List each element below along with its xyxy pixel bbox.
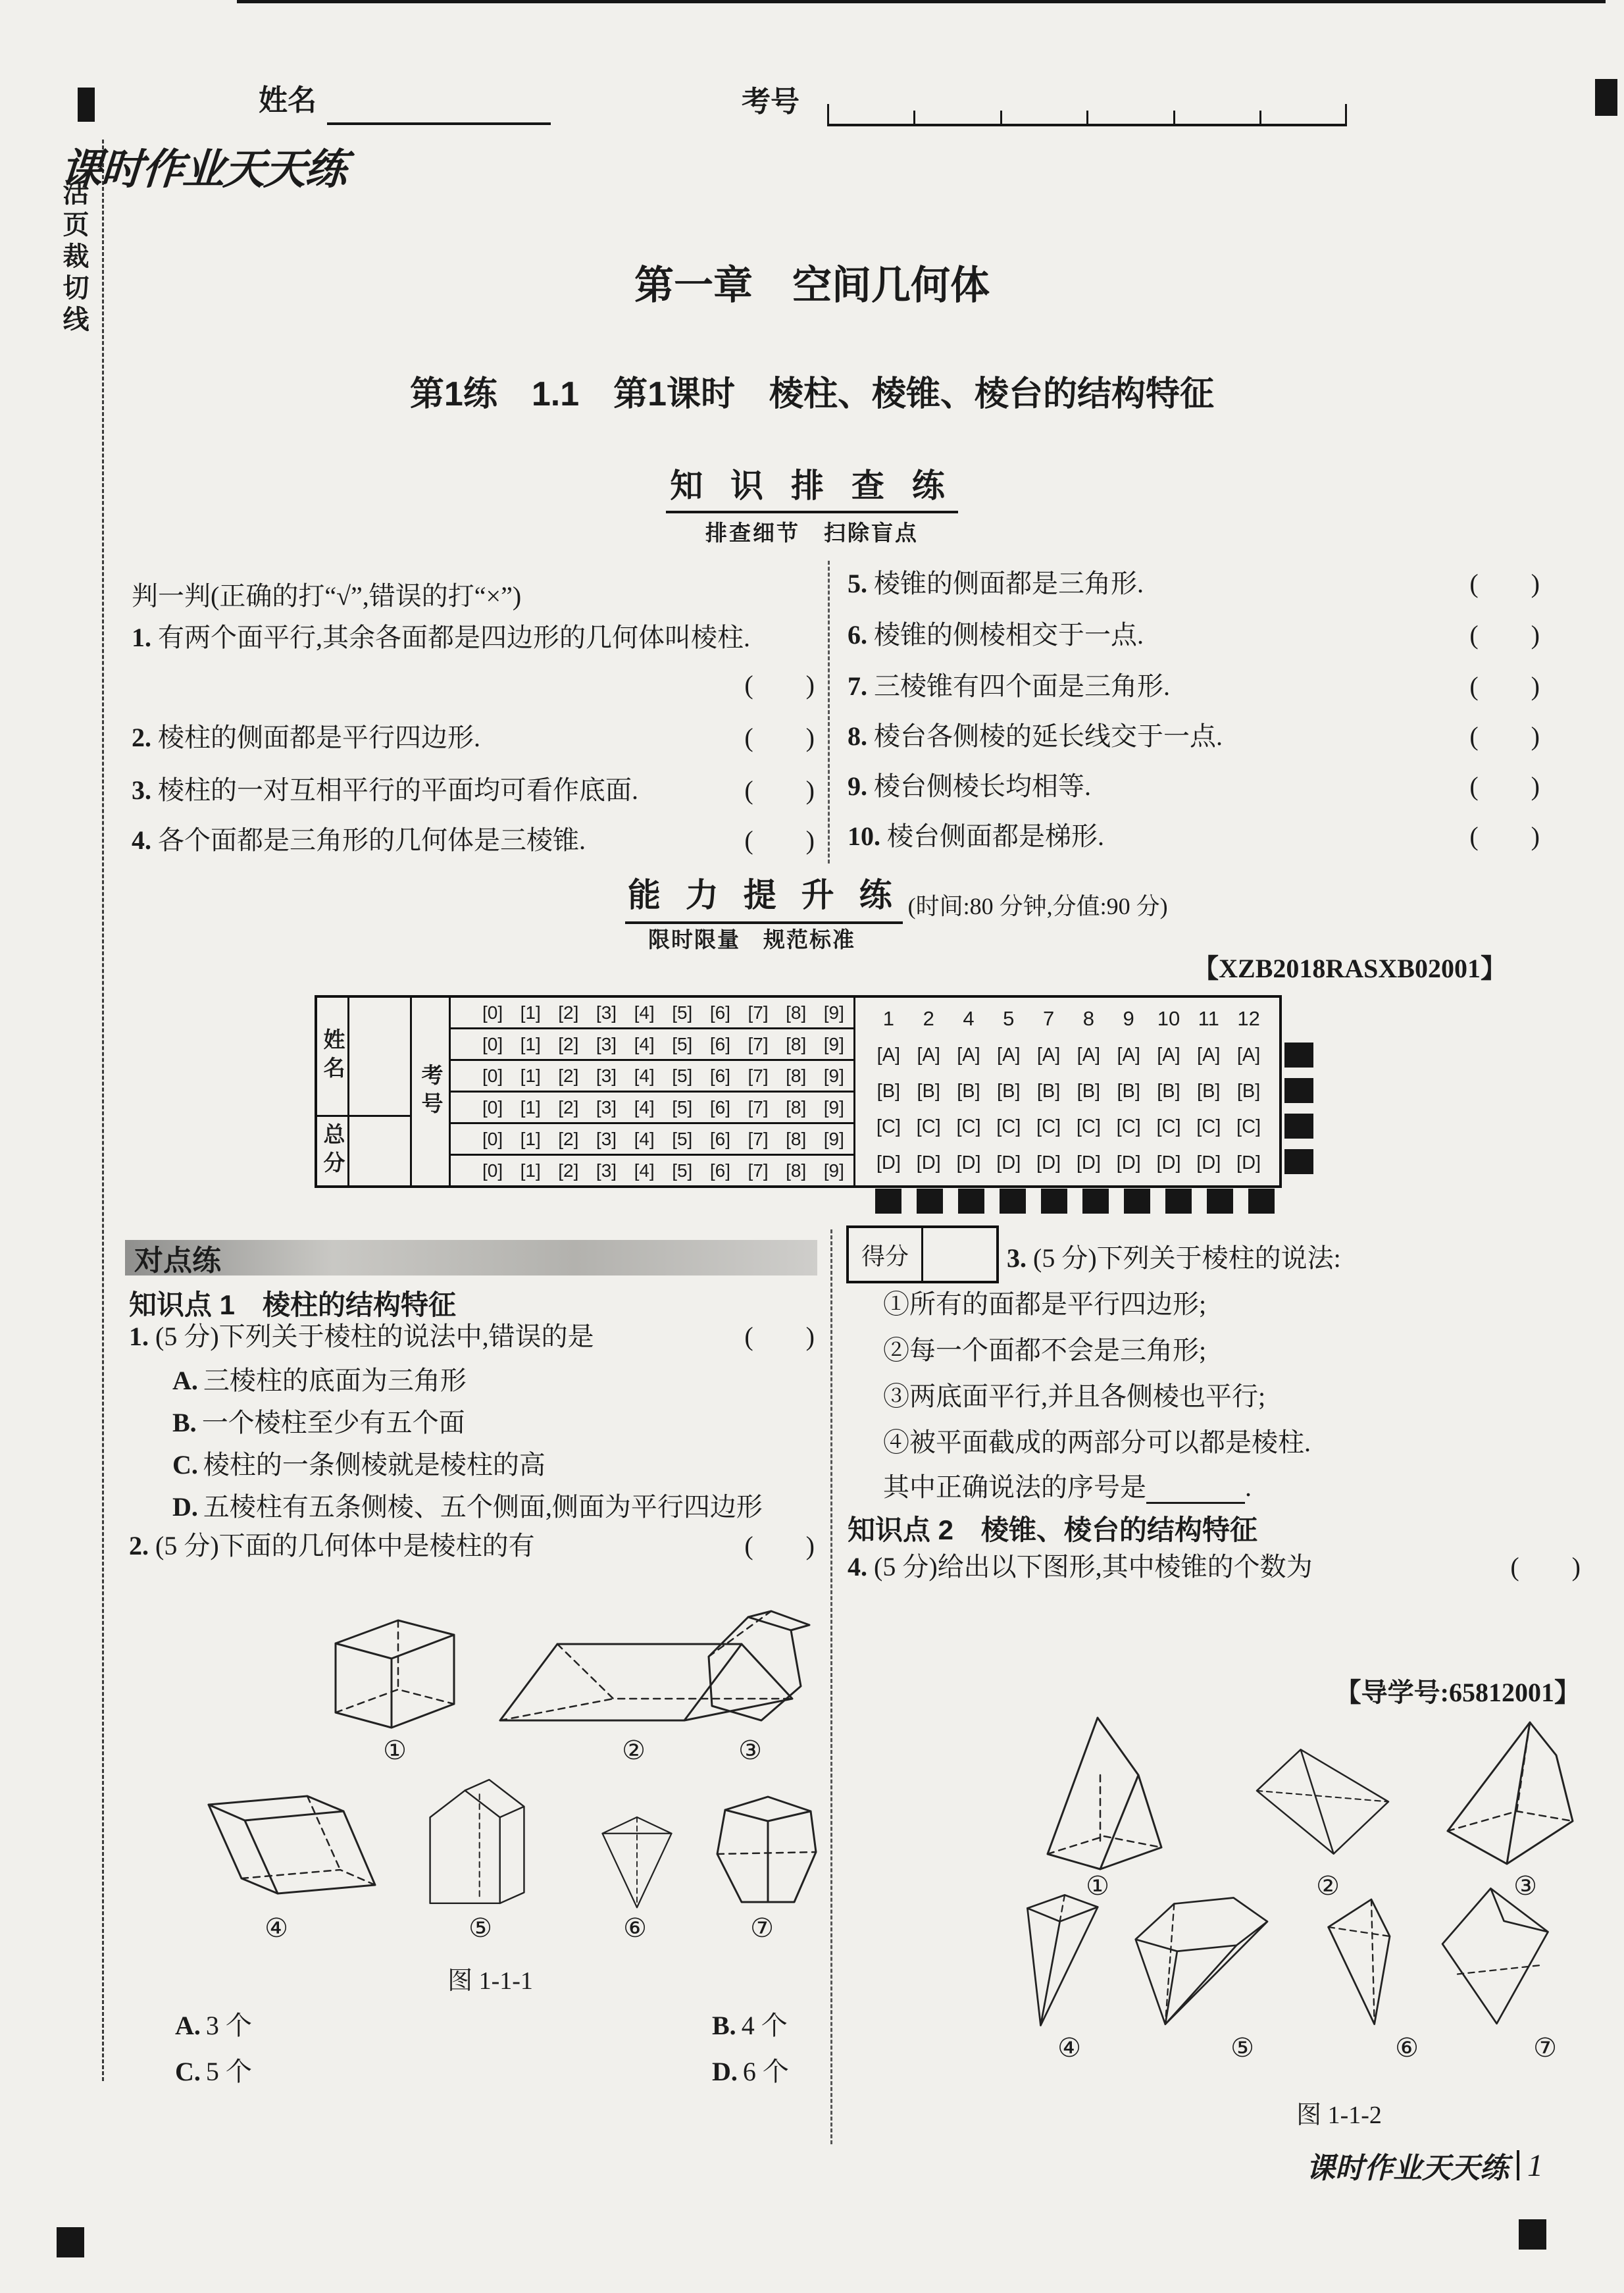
letter-bubble[interactable]: [C] (1236, 1116, 1261, 1138)
fig2-label-4: ④ (1057, 2033, 1081, 2063)
tf-item-1 (132, 621, 815, 654)
digit-bubble[interactable]: [9] (823, 1033, 844, 1054)
item-number: 5. (848, 569, 867, 598)
item-number: 7. (848, 671, 867, 701)
pyramid-figure-4 (1019, 1890, 1111, 2028)
letter-bubble[interactable]: [D] (1156, 1152, 1181, 1174)
fig1-label-5: ⑤ (469, 1913, 492, 1943)
card-write-column[interactable] (349, 998, 412, 1185)
tf-item-8 (848, 720, 1540, 753)
item-number: 6. (848, 620, 867, 650)
digit-bubble[interactable]: [7] (748, 1160, 769, 1181)
answer-paren: ( ) (744, 670, 815, 700)
question-number-row (869, 1000, 1269, 1037)
digit-bubble[interactable]: [1] (520, 1160, 541, 1181)
q1-option-d: D. 五棱柱有五条侧棱、五个侧面,侧面为平行四边形 (172, 1492, 763, 1522)
letter-bubble[interactable]: [C] (916, 1116, 941, 1138)
fig1-label-3: ③ (738, 1736, 762, 1765)
exam-number-label: 考号 (742, 86, 799, 118)
prism-figure-1-cuboid (329, 1614, 461, 1736)
item-text: 各个面都是三角形的几何体是三棱锥. (158, 825, 586, 855)
digit-bubble[interactable]: [9] (823, 1160, 844, 1181)
q2-option-c: C. 5 个 (175, 2057, 252, 2086)
digit-bubble[interactable]: [5] (672, 1002, 693, 1023)
digit-bubble[interactable]: [0] (482, 1065, 503, 1086)
letter-section (853, 998, 1279, 1185)
cut-dashed-line (102, 140, 104, 2081)
question-1 (129, 1320, 815, 1353)
letter-bubble[interactable]: [C] (1076, 1116, 1101, 1138)
tf-item-9 (848, 770, 1540, 803)
fig1-label-1: ① (383, 1736, 407, 1765)
pyramid-figure-3 (1438, 1706, 1583, 1867)
digit-bubble[interactable]: [5] (672, 1128, 693, 1149)
digit-bubble[interactable]: [6] (709, 1065, 730, 1086)
corner-mark-top-right (1595, 79, 1617, 116)
digit-bubble[interactable]: [7] (748, 1128, 769, 1149)
column-divider-bottom (830, 1229, 832, 2144)
letter-bubble[interactable]: [A] (1236, 1044, 1261, 1066)
fig1-caption: 图 1-1-1 (447, 1967, 533, 1995)
digit-bubble[interactable]: [2] (558, 1128, 579, 1149)
prism-figure-5-pentagonal (411, 1777, 543, 1909)
tf-item-5 (848, 567, 1540, 600)
letter-bubble[interactable]: [B] (1077, 1080, 1101, 1102)
question-number-header: 4 (963, 1007, 975, 1030)
letter-bubble[interactable]: [D] (1036, 1152, 1061, 1174)
tf-instruction: 判一判(正确的打“√”,错误的打“×”) (132, 581, 522, 611)
digit-bubble[interactable]: [4] (634, 1065, 655, 1086)
page-footer (1306, 2144, 1543, 2186)
paper-code: 【XZB2018RASXB02001】 (1192, 954, 1507, 983)
tf-item-2 (132, 721, 815, 754)
question-stem: (5 分)下面的几何体中是棱柱的有 (155, 1531, 535, 1560)
question-4 (848, 1551, 1581, 1584)
question-stem: (5 分)下列关于棱柱的说法中,错误的是 (155, 1322, 594, 1351)
digit-bubble[interactable]: [7] (748, 1096, 769, 1118)
question-3 (1007, 1237, 1341, 1275)
prism-figure-4-oblique (186, 1793, 376, 1901)
alignment-square (1000, 1189, 1026, 1214)
tf-item-3 (132, 774, 815, 807)
footer-page-number: 1 (1527, 2148, 1543, 2183)
alignment-square (1207, 1189, 1233, 1214)
letter-bubble[interactable]: [C] (956, 1116, 981, 1138)
digit-bubble[interactable]: [3] (596, 1033, 617, 1054)
letter-bubble-row[interactable] (869, 1037, 1269, 1073)
item-number: 10. (848, 821, 880, 851)
letter-bubble[interactable]: [D] (1196, 1152, 1221, 1174)
digit-bubble[interactable]: [5] (672, 1033, 693, 1054)
digit-bubble[interactable]: [0] (482, 1160, 503, 1181)
digit-bubble[interactable]: [8] (786, 1002, 807, 1023)
exam-number-ruler[interactable] (827, 104, 1347, 126)
tf-item-6 (848, 619, 1540, 652)
answer-paren: ( ) (744, 775, 815, 805)
question-number-header: 11 (1198, 1007, 1219, 1030)
letter-bubble[interactable]: [D] (996, 1152, 1021, 1174)
q3-item-1: ①所有的面都是平行四边形; (883, 1289, 1207, 1319)
item-text: 棱台各侧棱的延长线交于一点. (874, 721, 1223, 751)
letter-bubble[interactable]: [B] (1236, 1080, 1261, 1102)
digit-bubble[interactable]: [8] (786, 1128, 807, 1149)
answer-paren: ( ) (1510, 1552, 1581, 1582)
answer-paren: ( ) (744, 723, 815, 752)
knowledge-point-2: 知识点 2 棱锥、棱台的结构特征 (848, 1514, 1258, 1545)
question-number-header: 7 (1042, 1007, 1055, 1030)
tf-item-10 (848, 820, 1540, 853)
letter-bubble[interactable]: [B] (997, 1080, 1021, 1102)
letter-bubble[interactable]: [A] (876, 1044, 901, 1066)
answer-paren: ( ) (744, 825, 815, 855)
card-exam-label: 考号 (418, 1063, 442, 1120)
digit-bubble[interactable]: [4] (634, 1160, 655, 1181)
question-number: 3. (1007, 1243, 1027, 1273)
corner-mark-top-left (78, 88, 95, 122)
q3-item-4: ④被平面截成的两部分可以都是棱柱. (883, 1428, 1311, 1457)
answer-paren: ( ) (1469, 569, 1540, 598)
question-number-header: 12 (1237, 1007, 1260, 1030)
tf-item-1-answer (132, 669, 815, 702)
answer-card (315, 995, 1282, 1188)
fig2-label-5: ⑤ (1231, 2033, 1254, 2063)
tf-item-7 (848, 670, 1540, 703)
letter-bubble[interactable]: [A] (957, 1044, 980, 1066)
answer-paren: ( ) (1469, 620, 1540, 650)
digit-bubble[interactable]: [9] (823, 1002, 844, 1023)
letter-bubble[interactable]: [C] (1196, 1116, 1221, 1138)
card-name-label: 姓名 (320, 1028, 344, 1085)
letter-bubble-row[interactable] (869, 1073, 1269, 1110)
question-number-header: 1 (882, 1007, 895, 1030)
item-text: 棱锥的侧棱相交于一点. (874, 620, 1144, 650)
knowledge-check-header (0, 459, 1624, 507)
answer-paren: ( ) (744, 1322, 815, 1351)
alignment-square-right (1284, 1149, 1313, 1174)
q3-period: . (1245, 1472, 1252, 1502)
alignment-square (958, 1189, 984, 1214)
fig2-label-3: ③ (1513, 1871, 1537, 1901)
digit-bubble[interactable]: [2] (558, 1002, 579, 1023)
item-number: 8. (848, 721, 867, 751)
name-label: 姓名 (259, 84, 317, 116)
letter-bubble[interactable]: [A] (997, 1044, 1021, 1066)
pyramid-figure-7 (1425, 1884, 1563, 2028)
digit-bubble[interactable]: [7] (748, 1033, 769, 1054)
answer-paren: ( ) (1469, 821, 1540, 851)
fig2-label-2: ② (1316, 1871, 1340, 1901)
letter-bubble[interactable]: [C] (1156, 1116, 1181, 1138)
q3-conclusion (883, 1466, 1252, 1504)
prism-figure-6-wedge (584, 1811, 690, 1910)
question-number-header: 8 (1082, 1007, 1094, 1030)
book-title: 课时作业天天练 (59, 145, 348, 193)
digit-bubble[interactable]: [0] (482, 1002, 503, 1023)
digit-bubble-row[interactable] (451, 1029, 853, 1061)
prism-figure-3-hexagonal (686, 1607, 814, 1729)
digit-bubble[interactable]: [8] (786, 1033, 807, 1054)
pyramid-figure-1 (1040, 1713, 1171, 1870)
letter-bubble[interactable]: [A] (1036, 1044, 1061, 1066)
answer-paren: ( ) (1469, 771, 1540, 801)
q1-option-a: A. 三棱柱的底面为三角形 (172, 1366, 467, 1395)
digit-bubble[interactable]: [3] (596, 1096, 617, 1118)
letter-bubble[interactable]: [A] (1157, 1044, 1180, 1066)
digit-bubble[interactable]: [2] (558, 1033, 579, 1054)
chapter-title: 第一章 空间几何体 (634, 263, 990, 307)
section-title: 第1练 1.1 第1课时 棱柱、棱锥、棱台的结构特征 (409, 375, 1215, 413)
q2-option-d: D. 6 个 (712, 2057, 789, 2086)
duidian-banner-label: 对点练 (134, 1245, 221, 1277)
letter-bubble-row[interactable] (869, 1145, 1269, 1181)
letter-bubble[interactable]: [B] (1117, 1080, 1140, 1102)
letter-bubble[interactable]: [C] (1116, 1116, 1141, 1138)
item-number: 2. (132, 723, 151, 752)
item-number: 1. (132, 623, 151, 652)
digit-bubble[interactable]: [5] (672, 1065, 693, 1086)
score-label: 得分 (849, 1228, 923, 1281)
item-text: 棱台侧面都是梯形. (887, 821, 1104, 851)
letter-bubble[interactable]: [C] (876, 1116, 901, 1138)
letter-grid[interactable] (869, 1037, 1269, 1181)
ability-title: 能 力 提 升 练 (625, 869, 903, 924)
cut-line-label: 活页裁切线 (59, 179, 88, 337)
digit-bubble[interactable]: [3] (596, 1128, 617, 1149)
digit-bubble-row[interactable] (451, 1061, 853, 1093)
answer-paren: ( ) (744, 1531, 815, 1560)
digit-bubble[interactable]: [6] (709, 1128, 730, 1149)
letter-bubble[interactable]: [B] (917, 1080, 940, 1102)
digit-bubble[interactable]: [3] (596, 1002, 617, 1023)
name-input-line[interactable] (327, 92, 551, 125)
question-number-header: 9 (1123, 1007, 1134, 1030)
question-number: 1. (129, 1322, 149, 1351)
letter-bubble[interactable]: [D] (1236, 1152, 1261, 1174)
letter-bubble[interactable]: [B] (957, 1080, 980, 1102)
digit-bubble[interactable]: [3] (596, 1160, 617, 1181)
digit-bubble[interactable]: [0] (482, 1128, 503, 1149)
guide-number: 【导学号:65812001】 (1334, 1678, 1581, 1707)
ability-header (625, 869, 1168, 924)
ability-subtitle: 限时限量 规范标准 (648, 929, 855, 952)
card-total-label: 总分 (320, 1123, 344, 1179)
digit-bubble[interactable]: [2] (558, 1096, 579, 1118)
question-stem: (5 分)给出以下图形,其中棱锥的个数为 (874, 1552, 1313, 1582)
q3-conclusion-text: 其中正确说法的序号是 (883, 1472, 1146, 1502)
footer-title: 课时作业天天练 (1306, 2152, 1509, 2184)
digit-bubble[interactable]: [1] (520, 1033, 541, 1054)
letter-bubble[interactable]: [B] (876, 1080, 901, 1102)
digit-bubble[interactable]: [8] (786, 1160, 807, 1181)
item-text: 棱台侧棱长均相等. (874, 771, 1091, 801)
digit-bubble[interactable]: [1] (520, 1096, 541, 1118)
letter-bubble[interactable]: [A] (1117, 1044, 1140, 1066)
alignment-square-right (1284, 1114, 1313, 1139)
ability-time-note: (时间:80 分钟,分值:90 分) (907, 893, 1168, 919)
knowledge-point-1: 知识点 1 棱柱的结构特征 (129, 1289, 457, 1320)
q2-option-b: B. 4 个 (712, 2011, 788, 2040)
digit-bubble[interactable]: [8] (786, 1065, 807, 1086)
item-text: 三棱锥有四个面是三角形. (874, 671, 1170, 701)
digit-bubble[interactable]: [6] (709, 1002, 730, 1023)
letter-bubble[interactable]: [D] (1076, 1152, 1101, 1174)
digit-bubble[interactable]: [7] (748, 1002, 769, 1023)
digit-bubble-row[interactable] (451, 1156, 853, 1185)
item-text: 有两个面平行,其余各面都是四边形的几何体叫棱柱. (158, 623, 750, 652)
answer-paren: ( ) (1469, 721, 1540, 751)
item-text: 棱锥的侧面都是三角形. (874, 569, 1144, 598)
digit-bubble[interactable]: [5] (672, 1160, 693, 1181)
digit-bubble[interactable]: [4] (634, 1128, 655, 1149)
knowledge-check-subtitle: 排查细节 扫除盲点 (705, 522, 919, 546)
digit-bubble-row[interactable] (451, 998, 853, 1029)
digit-bubble[interactable]: [2] (558, 1160, 579, 1181)
letter-bubble[interactable]: [D] (956, 1152, 981, 1174)
digit-bubble[interactable]: [7] (748, 1065, 769, 1086)
digit-bubble[interactable]: [1] (520, 1002, 541, 1023)
digit-bubble[interactable]: [6] (709, 1096, 730, 1118)
digit-bubble-row[interactable] (451, 1124, 853, 1156)
card-exam-column (412, 998, 451, 1185)
item-number: 9. (848, 771, 867, 801)
duidian-banner (125, 1240, 817, 1275)
alignment-square (1124, 1189, 1150, 1214)
letter-bubble[interactable]: [B] (1197, 1080, 1221, 1102)
digit-bubble[interactable]: [0] (482, 1096, 503, 1118)
score-box (846, 1225, 999, 1283)
fig1-label-2: ② (622, 1736, 646, 1765)
card-label-column (317, 998, 349, 1185)
item-text: 棱柱的侧面都是平行四边形. (158, 723, 480, 752)
digit-bubble[interactable]: [3] (596, 1065, 617, 1086)
fig2-label-1: ① (1086, 1871, 1109, 1901)
letter-bubble[interactable]: [D] (916, 1152, 941, 1174)
score-value-cell[interactable] (923, 1228, 996, 1281)
letter-bubble[interactable]: [A] (1197, 1044, 1221, 1066)
q3-item-2: ②每一个面都不会是三角形; (883, 1335, 1207, 1365)
question-number: 4. (848, 1552, 867, 1582)
column-divider-top (828, 561, 830, 863)
digit-bubble[interactable]: [6] (709, 1160, 730, 1181)
pyramid-figure-5 (1122, 1889, 1280, 2028)
tf-item-4 (132, 824, 815, 857)
q1-option-c: C. 棱柱的一条侧棱就是棱柱的高 (172, 1450, 546, 1480)
fig1-label-7: ⑦ (750, 1913, 774, 1943)
corner-mark-bottom-left (57, 2227, 84, 2257)
digit-bubble[interactable]: [4] (634, 1033, 655, 1054)
letter-bubble[interactable]: [A] (1077, 1044, 1101, 1066)
digit-bubble[interactable]: [5] (672, 1096, 693, 1118)
question-number-header: 10 (1157, 1007, 1180, 1030)
fig2-label-6: ⑥ (1395, 2033, 1419, 2063)
question-number-header: 5 (1003, 1007, 1015, 1030)
alignment-square-right (1284, 1043, 1313, 1068)
item-number: 3. (132, 775, 151, 805)
alignment-square (1082, 1189, 1109, 1214)
digit-bubble[interactable]: [8] (786, 1096, 807, 1118)
fig1-label-6: ⑥ (623, 1913, 647, 1943)
alignment-square (1248, 1189, 1275, 1214)
letter-bubble[interactable]: [B] (1157, 1080, 1180, 1102)
prism-figure-7-crystal (705, 1791, 821, 1910)
digit-bubble[interactable]: [2] (558, 1065, 579, 1086)
letter-bubble[interactable]: [D] (876, 1152, 901, 1174)
digit-bubble[interactable]: [4] (634, 1096, 655, 1118)
fig2-caption: 图 1-1-2 (1296, 2101, 1382, 2129)
letter-bubble[interactable]: [C] (1036, 1116, 1061, 1138)
alignment-square (1041, 1189, 1067, 1214)
question-number: 2. (129, 1531, 149, 1560)
letter-bubble[interactable]: [C] (996, 1116, 1021, 1138)
fig1-label-4: ④ (265, 1913, 288, 1943)
question-2 (129, 1530, 815, 1562)
digit-bubble-row[interactable] (451, 1093, 853, 1124)
question-number-header: 2 (923, 1007, 934, 1030)
digit-bubble[interactable]: [1] (520, 1128, 541, 1149)
item-number: 4. (132, 825, 151, 855)
letter-bubble[interactable]: [B] (1036, 1080, 1061, 1102)
q1-option-b: B. 一个棱柱至少有五个面 (172, 1408, 465, 1437)
q2-option-a: A. 3 个 (175, 2011, 252, 2040)
letter-bubble-row[interactable] (869, 1110, 1269, 1146)
alignment-square-right (1284, 1078, 1313, 1103)
alignment-square (875, 1189, 901, 1214)
digit-bubble[interactable]: [9] (823, 1065, 844, 1086)
pyramid-figure-6 (1316, 1890, 1408, 2028)
alignment-square (917, 1189, 943, 1214)
question-stem: (5 分)下列关于棱柱的说法: (1033, 1243, 1341, 1273)
fig2-label-7: ⑦ (1533, 2033, 1557, 2063)
pyramid-figure-2 (1237, 1744, 1408, 1859)
answer-paren: ( ) (1469, 671, 1540, 701)
digit-grid[interactable] (451, 998, 853, 1185)
letter-bubble[interactable]: [A] (917, 1044, 940, 1066)
digit-bubble[interactable]: [6] (709, 1033, 730, 1054)
q3-item-3: ③两底面平行,并且各侧棱也平行; (883, 1381, 1266, 1411)
digit-bubble[interactable]: [1] (520, 1065, 541, 1086)
alignment-square (1165, 1189, 1192, 1214)
digit-bubble[interactable]: [0] (482, 1033, 503, 1054)
page-top-edge-line (237, 0, 1606, 3)
corner-mark-bottom-right (1519, 2219, 1546, 2250)
digit-bubble[interactable]: [4] (634, 1002, 655, 1023)
digit-bubble[interactable]: [9] (823, 1096, 844, 1118)
alignment-squares-bottom (875, 1189, 1275, 1214)
knowledge-check-title: 知 识 排 查 练 (666, 467, 958, 513)
footer-divider (1517, 2150, 1519, 2180)
digit-bubble[interactable]: [9] (823, 1128, 844, 1149)
answer-blank[interactable] (1146, 1476, 1245, 1504)
item-text: 棱柱的一对互相平行的平面均可看作底面. (158, 775, 638, 805)
letter-bubble[interactable]: [D] (1116, 1152, 1141, 1174)
